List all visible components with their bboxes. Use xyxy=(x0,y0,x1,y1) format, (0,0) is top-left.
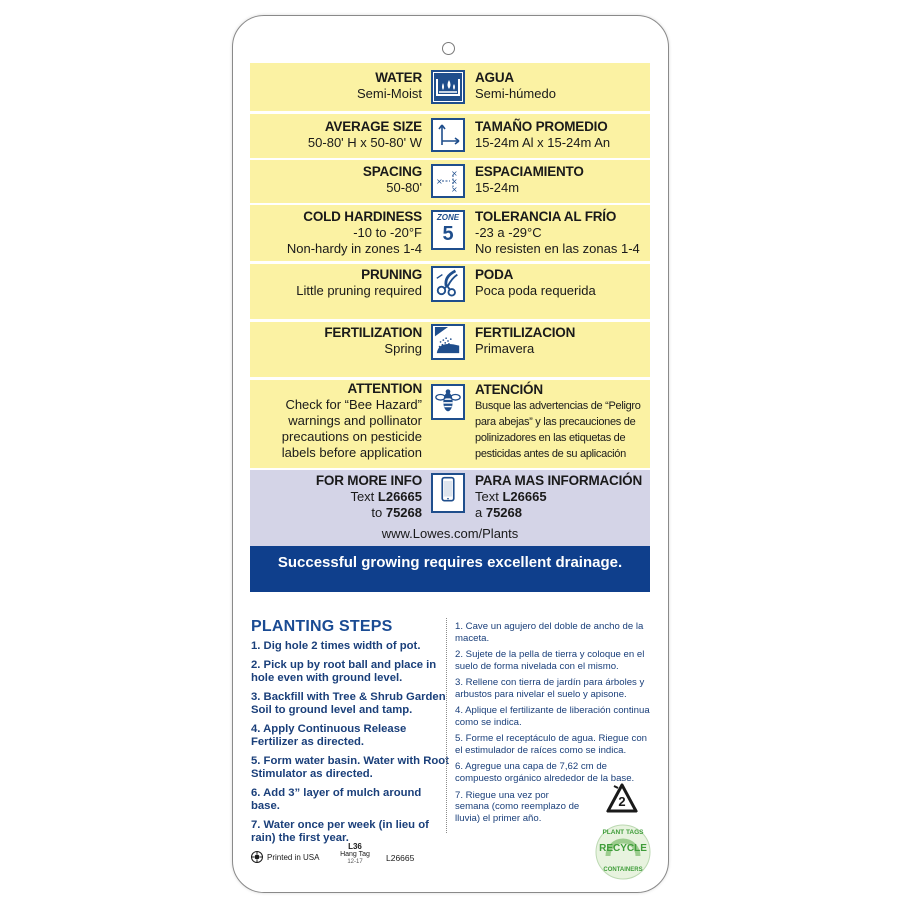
step-es-2: 2. Sujete de la pella de tierra y coloque en el suelo de forma nivelada con el mismo. xyxy=(455,649,645,672)
attention-heading: ATTENTION xyxy=(347,381,422,396)
es-text-number: 75268 xyxy=(485,505,522,520)
attention-line-3: precautions on pesticide xyxy=(281,429,422,444)
cold-hardiness-heading: COLD HARDINESS xyxy=(303,209,422,224)
attention-line-4: labels before application xyxy=(281,445,422,460)
atencion-heading: ATENCIÓN xyxy=(475,382,543,397)
step-es-6: 6. Agregue una capa de 7,62 cm de compuesto orgánico alrededor de la base. xyxy=(455,761,635,785)
water-value: Semi-Moist xyxy=(356,86,422,101)
text-code: L26665 xyxy=(377,489,422,504)
pruning-heading: PRUNING xyxy=(361,267,422,282)
fertilizacion-value: Primavera xyxy=(475,341,535,356)
recycle-number: 2 xyxy=(618,794,626,809)
step-en-4: 4. Apply Continuous Release Fertilizer as directed. xyxy=(251,722,407,748)
average-size-row xyxy=(250,114,650,158)
drainage-banner: Successful growing requires excellent drainage. xyxy=(250,546,650,592)
svg-text:×: × xyxy=(451,177,458,186)
union-bug-icon xyxy=(251,850,263,862)
atencion-line-1: Busque las advertencias de “Peligro xyxy=(475,400,641,412)
tolerancia-heading: TOLERANCIA AL FRÍO xyxy=(475,209,617,224)
zone-badge xyxy=(431,210,465,250)
printed-in-usa: Printed in USA xyxy=(267,853,320,862)
step-es-7: 7. Riegue una vez por semana (como reemplazo de lluvia) el primer año. xyxy=(455,789,580,825)
text-instruction: Text xyxy=(350,489,378,504)
fertilizacion-heading: FERTILIZACION xyxy=(475,325,576,340)
tamano-value: 15-24m Al x 15-24m An xyxy=(475,135,611,150)
poda-value: Poca poda requerida xyxy=(475,283,596,298)
bee-icon xyxy=(431,384,465,420)
average-size-value: 50-80' H x 50-80' W xyxy=(307,135,422,150)
recycle-top-text: PLANT TAGS xyxy=(602,829,644,836)
tolerancia-note: No resisten en las zonas 1-4 xyxy=(475,241,640,256)
zone-number: 5 xyxy=(442,223,454,245)
mas-info-heading: PARA MAS INFORMACIÓN xyxy=(475,473,642,488)
steps-divider xyxy=(446,618,447,833)
agua-value: Semi-húmedo xyxy=(475,86,556,101)
pruning-value: Little pruning required xyxy=(296,283,422,298)
more-info-heading: FOR MORE INFO xyxy=(315,473,422,488)
step-en-7: 7. Water once per week (in lieu of rain) the first year. xyxy=(251,818,429,844)
cold-hardiness-note: Non-hardy in zones 1-4 xyxy=(286,241,422,256)
planting-steps-en xyxy=(251,640,451,851)
pruning-row xyxy=(250,264,650,319)
website-link[interactable]: www.Lowes.com/Plants xyxy=(381,526,519,541)
es-text-code: L26665 xyxy=(502,489,547,504)
atencion-line-4: pesticidas antes de su aplicación xyxy=(475,448,626,460)
fertilizer-spreader-icon xyxy=(431,324,465,360)
spacing-heading: SPACING xyxy=(362,164,422,179)
text-number: 75268 xyxy=(385,505,422,520)
water-heading: WATER xyxy=(375,70,422,85)
recycle-main-text: RECYCLE xyxy=(599,843,647,854)
cold-hardiness-row xyxy=(250,205,650,261)
step-es-5: 5. Forme el receptáculo de agua. Riegue con el estimulador de raíces como se indica. xyxy=(455,733,647,757)
zone-label: ZONE xyxy=(436,213,460,222)
spacing-icon xyxy=(431,164,465,198)
poda-heading: PODA xyxy=(475,267,514,282)
atencion-line-3: polinizadores en las etiquetas de xyxy=(475,432,626,444)
svg-text:×: × xyxy=(436,177,443,186)
tamano-heading: TAMAÑO PROMEDIO xyxy=(475,119,608,134)
step-es-3: 3. Rellene con tierra de jardín para árboles y arbustos para nivelar el suelo y apisone. xyxy=(455,677,645,700)
fertilization-value: Spring xyxy=(384,341,422,356)
atencion-line-2: para abejas” y las precauciones de xyxy=(475,416,636,428)
cold-hardiness-range: -10 to -20°F xyxy=(353,225,422,240)
step-es-1: 1. Cave un agujero del doble de ancho de la maceta. xyxy=(455,621,644,644)
smartphone-icon xyxy=(431,473,465,513)
step-en-5: 5. Form water basin. Water with Root Stimulator as directed. xyxy=(251,754,449,780)
step-en-1: 1. Dig hole 2 times width of pot. xyxy=(251,640,421,652)
item-number: L26665 xyxy=(386,853,415,863)
fertilization-row xyxy=(250,322,650,377)
average-size-heading: AVERAGE SIZE xyxy=(324,119,422,134)
spacing-value: 50-80' xyxy=(386,180,422,195)
spacing-row xyxy=(250,160,650,203)
pruning-shears-icon xyxy=(431,266,465,302)
hang-tag-date: 12-17 xyxy=(347,859,363,865)
recycle-2-icon xyxy=(604,782,640,818)
more-info-row xyxy=(250,470,650,546)
attention-line-2: warnings and pollinator xyxy=(288,413,422,428)
attention-row xyxy=(250,380,650,468)
step-en-3: 3. Backfill with Tree & Shrub Garden Soil to ground level and tamp. xyxy=(251,690,446,716)
es-to-label: a xyxy=(475,505,486,520)
hang-tag-type: Hang Tag xyxy=(340,851,370,858)
agua-heading: AGUA xyxy=(475,70,514,85)
planting-steps-title: PLANTING STEPS xyxy=(251,618,393,635)
water-icon xyxy=(431,70,465,104)
recycle-bottom-text: CONTAINERS xyxy=(603,867,643,873)
espaciamiento-value: 15-24m xyxy=(475,180,520,195)
plant-tags-recycle-logo xyxy=(594,823,652,881)
fertilization-heading: FERTILIZATION xyxy=(324,325,422,340)
step-en-6: 6. Add 3” layer of mulch around base. xyxy=(251,786,422,812)
step-en-2: 2. Pick up by root ball and place in hole even with ground level. xyxy=(251,658,437,684)
hang-tag-code xyxy=(340,842,370,866)
attention-line-1: Check for “Bee Hazard” xyxy=(285,397,422,412)
hang-hole xyxy=(442,42,455,55)
size-arrows-icon xyxy=(431,118,465,152)
to-label: to xyxy=(371,505,386,520)
espaciamiento-heading: ESPACIAMIENTO xyxy=(475,164,584,179)
step-es-4: 4. Aplique el fertilizante de liberación continua como se indica. xyxy=(455,705,650,729)
hang-tag-number: L36 xyxy=(348,842,362,851)
tolerancia-range: -23 a -29°C xyxy=(475,225,542,240)
svg-text:×: × xyxy=(451,185,458,194)
es-text-instruction: Text xyxy=(475,489,503,504)
svg-text:×: × xyxy=(451,169,458,178)
water-row xyxy=(250,63,650,111)
